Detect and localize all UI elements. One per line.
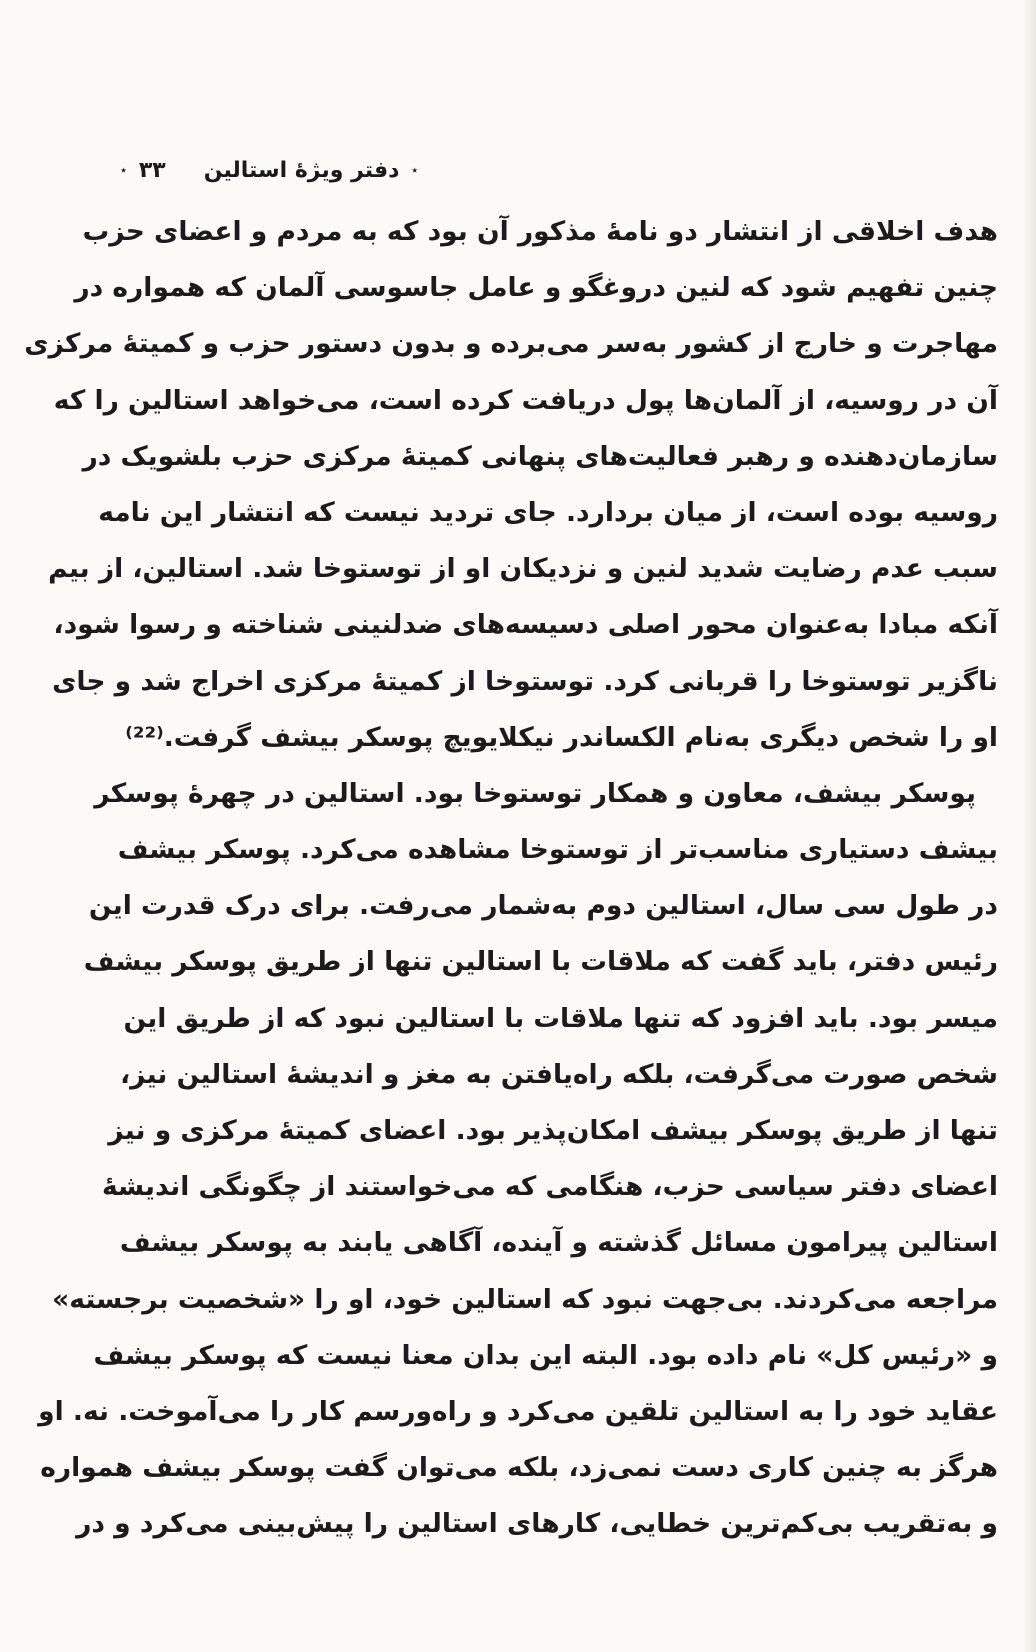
text-body: [24, 204, 998, 1553]
running-header: [120, 150, 418, 190]
text-line: استالین پیرامون مسائل گذشته و آینده، آگاهی یابند به پوسکر بیشف: [119, 1227, 998, 1259]
text-line: ناگزیر توستوخا را قربانی کرد. توستوخا از کمیتهٔ مرکزی اخراج شد و جای: [52, 665, 998, 697]
text-line: پوسکر بیشف، معاون و همکار توستوخا بود. استالین در چهرهٔ پوسکر: [94, 777, 976, 809]
text-line: او را شخص دیگری به‌نام الکساندر نیکلایویچ پوسکر بیشف گرفت.⁽²²⁾: [125, 721, 998, 753]
text-line: شخص صورت می‌گرفت، بلکه راه‌یافتن به مغز و اندیشهٔ استالین نیز،: [120, 1058, 998, 1090]
text-line: میسر بود. باید افزود که تنها ملاقات با استالین نبود که از طریق این: [123, 1002, 998, 1034]
text-line: چنین تفهیم شود که لنین دروغگو و عامل جاسوسی آلمان که همواره در: [74, 272, 998, 304]
page-number: ۳۳: [138, 157, 166, 183]
running-title: دفتر ویژهٔ استالین: [203, 157, 400, 183]
text-line: سازمان‌دهنده و رهبر فعالیت‌های پنهانی کمیتهٔ مرکزی حزب بلشویک در: [82, 440, 998, 472]
text-line: مراجعه می‌کردند. بی‌جهت نبود که استالین خود، او را «شخصیت برجسته»: [52, 1283, 998, 1315]
text-line: اعضای دفتر سیاسی حزب، هنگامی که می‌خواستند از چگونگی اندیشهٔ: [101, 1171, 998, 1203]
text-line: رئیس دفتر، باید گفت که ملاقات با استالین تنها از طریق پوسکر بیشف: [83, 946, 998, 978]
text-line: هدف اخلاقی از انتشار دو نامهٔ مذکور آن بود که به مردم و اعضای حزب: [82, 216, 998, 247]
text-line: در طول سی سال، استالین دوم به‌شمار می‌رفت. برای درک قدرت این: [88, 890, 998, 922]
text-line: روسیه بوده است، از میان بردارد. جای تردید نیست که انتشار این نامه: [98, 496, 998, 528]
text-line: آنکه مبادا به‌عنوان محور اصلی دسیسه‌های ضدلنینی شناخته و رسوا شود،: [53, 609, 998, 641]
text-line: عقاید خود را به استالین تلقین می‌کرد و راه‌ورسم کار را می‌آموخت. نه. او: [38, 1395, 998, 1427]
header-bullet-left: ٭: [120, 163, 127, 177]
text-line: سبب عدم رضایت شدید لنین و نزدیکان او از توستوخا شد. استالین، از بیم: [48, 553, 998, 585]
text-line: آن در روسیه، از آلمان‌ها پول دریافت کرده است، می‌خواهد استالین را که: [53, 384, 998, 416]
text-line: بیشف دستیاری مناسب‌تر از توستوخا مشاهده می‌کرد. پوسکر بیشف: [117, 834, 998, 866]
text-line: تنها از طریق پوسکر بیشف امکان‌پذیر بود. اعضای کمیتهٔ مرکزی و نیز: [108, 1115, 998, 1146]
page-edge-shadow: [1022, 0, 1036, 1652]
text-line: و «رئیس کل» نام داده بود. البته این بدان معنا نیست که پوسکر بیشف: [93, 1339, 998, 1371]
text-line: و به‌تقریب بی‌کم‌ترین خطایی، کارهای استالین را پیش‌بینی می‌کرد و در: [76, 1508, 998, 1540]
text-line: مهاجرت و خارج از کشور به‌سر می‌برده و بدون دستور حزب و کمیتهٔ مرکزی: [24, 328, 998, 360]
text-line: هرگز به چنین کاری دست نمی‌زد، بلکه می‌توان گفت پوسکر بیشف همواره: [40, 1452, 998, 1484]
header-bullet-right: ٭: [411, 163, 418, 177]
